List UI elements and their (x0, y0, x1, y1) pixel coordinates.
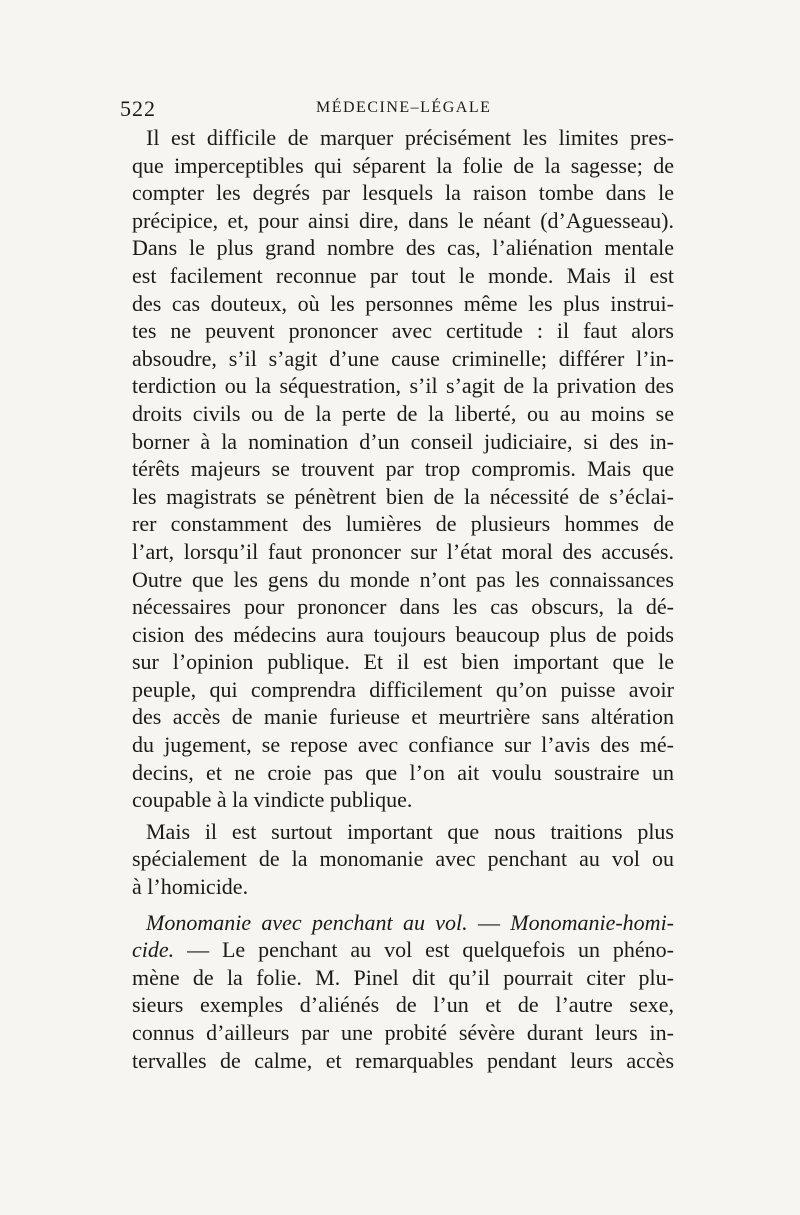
text-line: précipice, et, pour ainsi dire, dans le néant (d’Aguesseau). (132, 207, 674, 233)
text-line: Dans le plus grand nombre des cas, l’aliénation mentale (132, 235, 674, 261)
text-line: rer constamment des lumières de plusieurs hommes de (132, 511, 674, 537)
text-line: Outre que les gens du monde n’ont pas les connaissances (132, 566, 674, 592)
text-line: térêts majeurs se trouvent par trop compromis. Mais que (132, 456, 674, 482)
page-number: 522 (120, 96, 156, 121)
text-line: les magistrats se pénètrent bien de la nécessité de s’éclai- (132, 483, 674, 509)
text-line: sieurs exemples d’aliénés de l’un et de l’autre sexe, (132, 992, 674, 1018)
text-line: borner à la nomination d’un conseil judiciaire, si des in- (132, 428, 674, 454)
text-line: l’art, lorsqu’il faut prononcer sur l’état moral des accusés. (132, 538, 674, 564)
running-head: MÉDECINE–LÉGALE (316, 99, 492, 116)
text-line: connus d’ailleurs par une probité sévère durant leurs in- (132, 1020, 674, 1045)
text-line: du jugement, se repose avec confiance sur l’avis des mé- (132, 732, 674, 758)
text-line: des cas douteux, où les personnes même les plus instrui- (132, 290, 674, 316)
text-line: cision des médecins aura toujours beaucoup plus de poids (132, 621, 674, 647)
section-heading-title: Monomanie avec penchant au vol. (146, 909, 468, 935)
text-line: nécessaires pour prononcer dans les cas obscurs, la dé- (132, 594, 674, 620)
paragraph-3 (132, 909, 674, 1075)
heading-continuation: cide. (132, 937, 175, 963)
text-line: spécialement de la monomanie avec penchant au vol ou (132, 846, 674, 872)
text-line: à l’homicide. (132, 874, 249, 900)
text-line: compter les degrés par lesquels la raison tombe dans le (132, 180, 674, 206)
text-line: tervalles de calme, et remarquables pendant leurs accès (132, 1047, 674, 1073)
text-line: decins, et ne croie pas que l’on ait voulu soustraire un (132, 759, 674, 785)
heading-separator: — (467, 909, 511, 935)
text-line: tes ne peuvent prononcer avec certitude : il faut alors (132, 318, 674, 344)
text-line: Mais il est surtout important que nous traitions plus (146, 818, 674, 844)
text-line: Il est difficile de marquer précisément les limites pres- (146, 125, 674, 150)
body-text (132, 124, 674, 1074)
paragraph-1 (132, 124, 674, 814)
text-line: terdiction ou la séquestration, s’il s’agit de la privation des (132, 373, 674, 399)
text-line: des accès de manie furieuse et meurtrière sans altération (132, 704, 674, 730)
text-segment: — Le penchant au vol est quelquefois un phéno- (174, 937, 674, 963)
text-line (132, 936, 674, 964)
paragraph-2 (132, 818, 674, 901)
text-line: mène de la folie. M. Pinel dit qu’il pourrait citer plu- (132, 964, 674, 990)
page-header (120, 96, 680, 124)
section-heading-title-2: Monomanie-homi- (510, 909, 675, 935)
text-line: sur l’opinion publique. Et il est bien important que le (132, 649, 674, 675)
text-line: que imperceptibles qui séparent la folie de la sagesse; de (132, 152, 674, 178)
text-line: absoudre, s’il s’agit d’une cause criminelle; différer l’in- (132, 345, 674, 371)
text-line: peuple, qui comprendra difficilement qu’on puisse avoir (132, 676, 674, 702)
text-line: est facilement reconnue par tout le monde. Mais il est (132, 262, 674, 288)
text-line: coupable à la vindicte publique. (132, 787, 413, 813)
section-heading-line (132, 909, 674, 937)
text-line: droits civils ou de la perte de la liberté, ou au moins se (132, 400, 674, 426)
